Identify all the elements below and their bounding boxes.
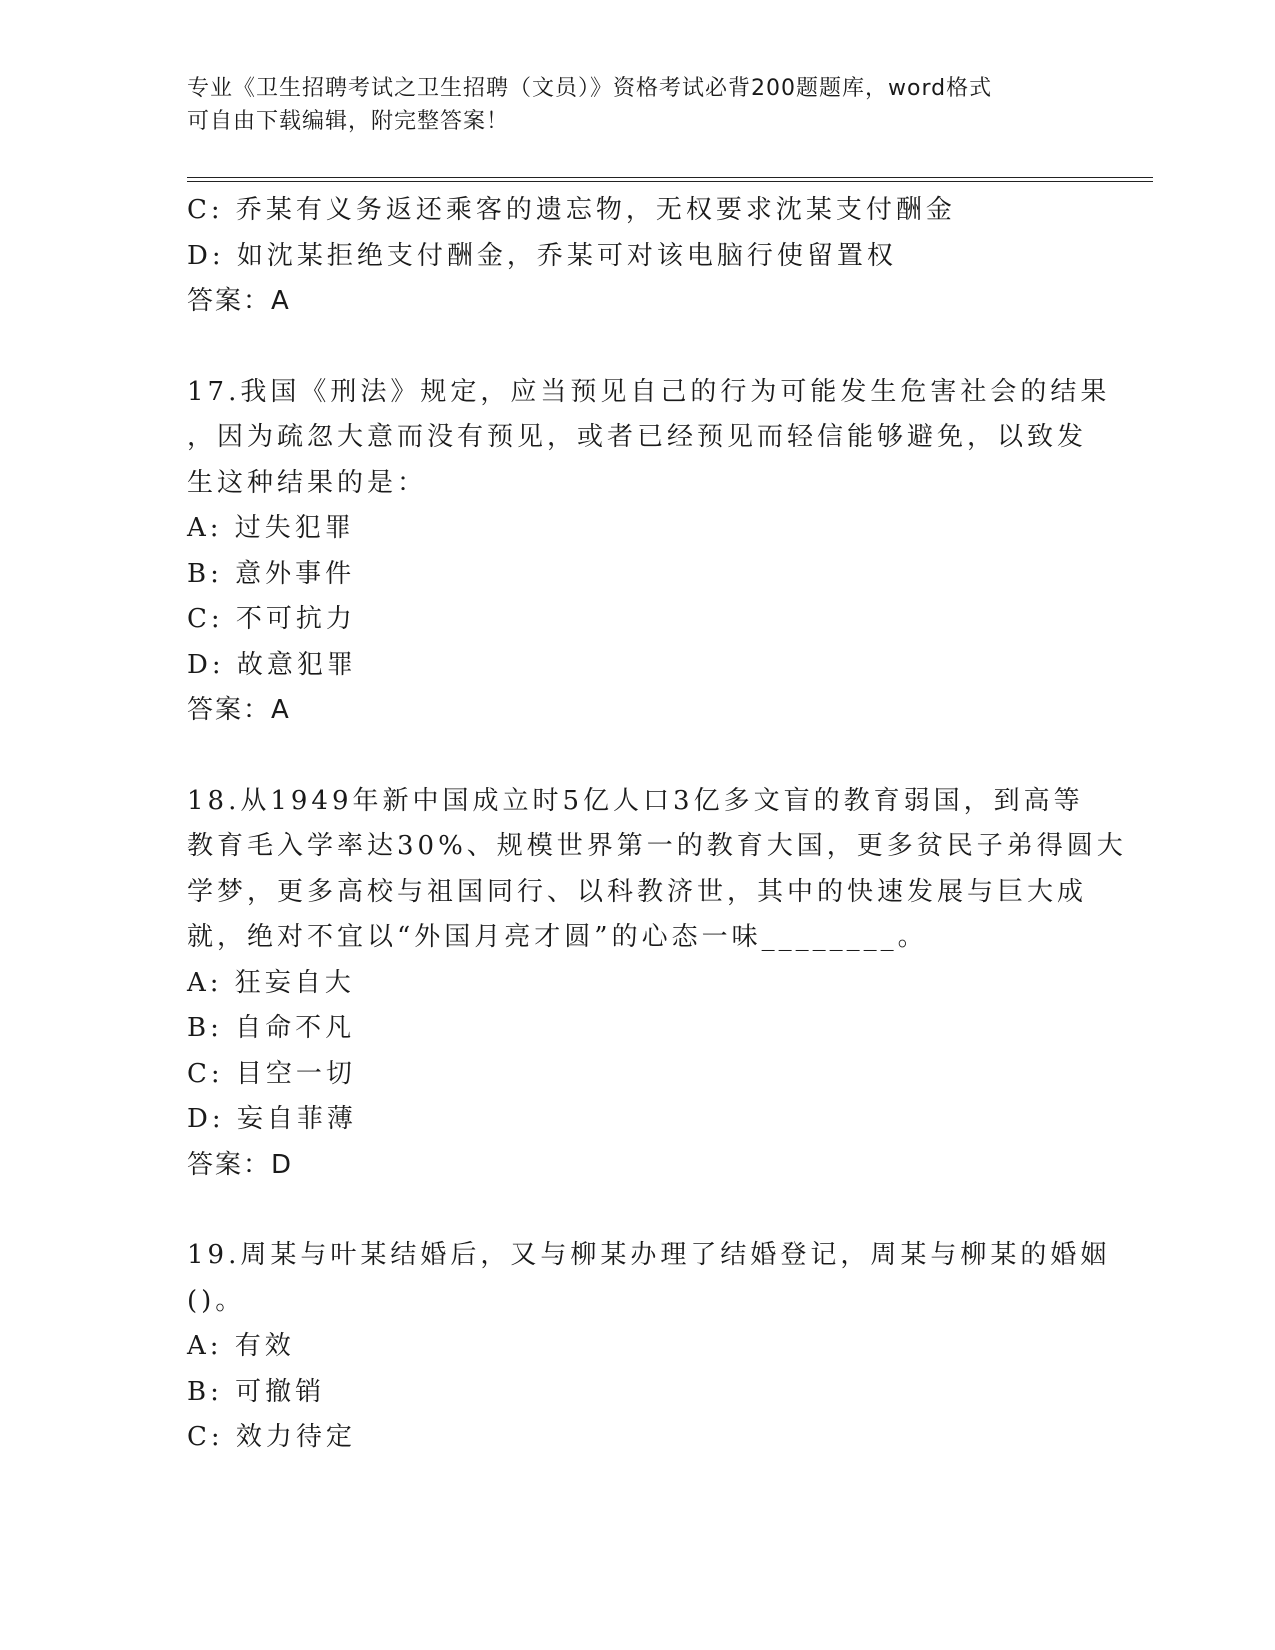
question-18-text-line-4: 就，绝对不宜以“外国月亮才圆”的心态一味________。 xyxy=(187,922,928,952)
question-18-text-line-2: 教育毛入学率达30%、规模世界第一的教育大国，更多贫民子弟得圆大 xyxy=(187,831,1127,861)
page-header xyxy=(187,72,1087,138)
question-18-text-line-1: 18.从1949年新中国成立时5亿人口3亿多文盲的教育弱国，到高等 xyxy=(187,785,1084,816)
question-18-answer: 答案：D xyxy=(187,1149,294,1180)
question-list xyxy=(187,188,1127,1461)
question-17-answer: 答案：A xyxy=(187,695,291,725)
question-19-option-a: A: 有效 xyxy=(187,1331,295,1361)
question-16-option-d: D: 如沈某拒绝支付酬金，乔某可对该电脑行使留置权 xyxy=(187,240,897,271)
question-17-option-c: C: 不可抗力 xyxy=(187,604,356,634)
header-rule-top xyxy=(187,177,1153,178)
question-19-option-b: B: 可撤销 xyxy=(187,1376,326,1407)
question-16 xyxy=(187,188,1087,325)
header-title-line-1: 专业《卫生招聘考试之卫生招聘（文员）》资格考试必背200题题库，word格式 xyxy=(187,76,993,101)
question-16-option-c: C: 乔某有义务返还乘客的遗忘物，无权要求沈某支付酬金 xyxy=(187,195,956,225)
question-19-text-line-1: 19.周某与叶某结婚后，又与柳某办理了结婚登记，周某与柳某的婚姻 xyxy=(187,1240,1111,1270)
question-18 xyxy=(187,779,1127,1189)
question-19-text-line-2: ()。 xyxy=(187,1285,246,1316)
question-19 xyxy=(187,1233,1111,1461)
question-17 xyxy=(187,370,1111,734)
question-18-text-line-3: 学梦，更多高校与祖国同行、以科教济世，其中的快速发展与巨大成 xyxy=(187,876,1088,907)
spacer xyxy=(187,1188,1087,1233)
spacer xyxy=(187,325,1087,370)
question-19-option-c: C: 效力待定 xyxy=(187,1422,356,1452)
question-17-text-line-1: 17.我国《刑法》规定，应当预见自己的行为可能发生危害社会的结果 xyxy=(187,376,1111,407)
spacer xyxy=(187,734,1087,779)
question-18-option-b: B: 自命不凡 xyxy=(187,1013,356,1043)
header-title-line-2: 可自由下载编辑，附完整答案！ xyxy=(187,109,510,134)
question-17-option-d: D: 故意犯罪 xyxy=(187,649,357,680)
question-17-text-line-2: ，因为疏忽大意而没有预见，或者已经预见而轻信能够避免，以致发 xyxy=(187,422,1088,452)
question-18-option-c: C: 目空一切 xyxy=(187,1058,356,1089)
question-17-option-a: A: 过失犯罪 xyxy=(187,513,355,543)
question-17-text-line-3: 生这种结果的是： xyxy=(187,467,428,498)
question-16-answer: 答案：A xyxy=(187,286,291,316)
header-rule-bottom xyxy=(187,181,1153,182)
question-18-option-a: A: 狂妄自大 xyxy=(187,967,355,998)
question-18-option-d: D: 妄自菲薄 xyxy=(187,1104,357,1134)
question-17-option-b: B: 意外事件 xyxy=(187,558,356,589)
